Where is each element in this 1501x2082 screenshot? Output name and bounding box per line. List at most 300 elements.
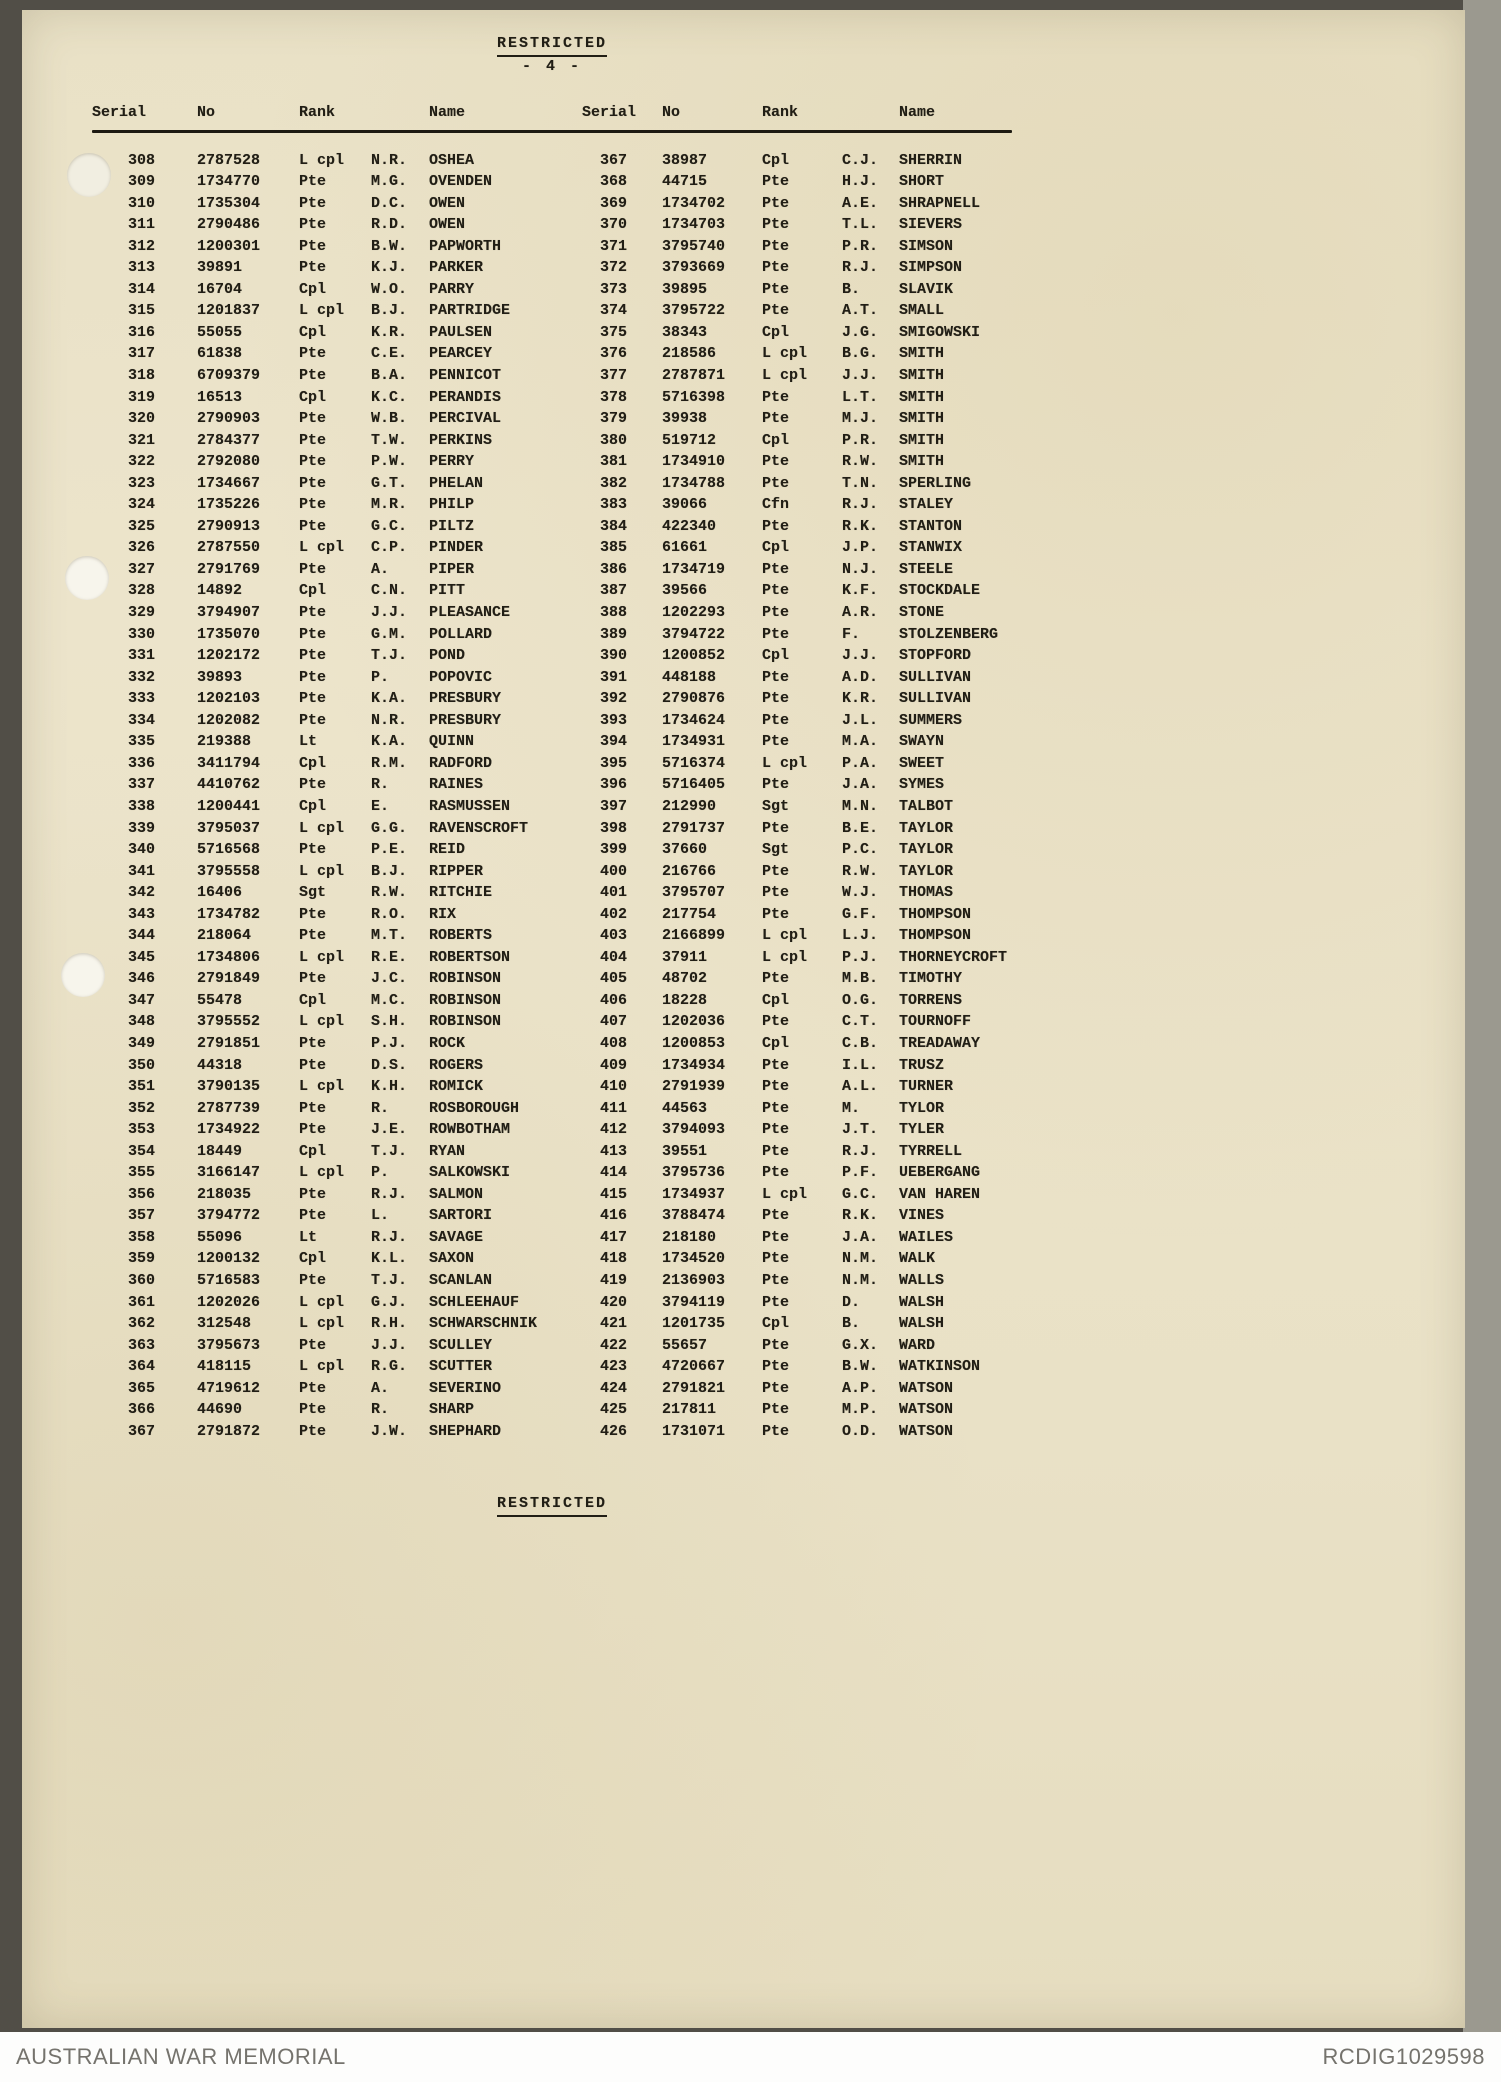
cell-rank: Pte — [762, 970, 790, 988]
cell-rank: Cpl — [762, 431, 790, 449]
cell-service-number: 16513 — [197, 388, 243, 406]
cell-surname: ROBERTSON — [429, 948, 511, 966]
cell-initials: M.R. — [371, 496, 408, 514]
classification-footer: RESTRICTED — [497, 1494, 607, 1517]
roster-row — [92, 602, 582, 624]
cell-rank: Pte — [299, 1121, 327, 1139]
cell-serial: 399 — [599, 841, 627, 859]
roster-row — [582, 343, 1012, 365]
cell-initials: A.E. — [842, 194, 879, 212]
cell-surname: PENNICOT — [429, 367, 502, 385]
cell-serial: 336 — [127, 754, 155, 772]
cell-service-number: 3794772 — [197, 1207, 261, 1225]
roster-row — [582, 150, 1012, 172]
cell-service-number: 1734624 — [662, 711, 726, 729]
cell-initials: E. — [371, 797, 390, 815]
cell-service-number: 1734934 — [662, 1056, 726, 1074]
cell-service-number: 3166147 — [197, 1164, 261, 1182]
cell-serial: 352 — [127, 1099, 155, 1117]
cell-serial: 333 — [127, 690, 155, 708]
cell-initials: J.W. — [371, 1422, 408, 1440]
cell-surname: SMITH — [899, 345, 945, 363]
cell-rank: Cpl — [299, 991, 327, 1009]
cell-surname: WALLS — [899, 1271, 945, 1289]
roster-row — [92, 537, 582, 559]
cell-service-number: 1201837 — [197, 302, 261, 320]
roster-row — [92, 731, 582, 753]
roster-row — [582, 257, 1012, 279]
roster-row — [92, 236, 582, 258]
cell-serial: 353 — [127, 1121, 155, 1139]
cell-initials: N.R. — [371, 711, 408, 729]
cell-rank: Pte — [762, 1293, 790, 1311]
cell-initials: A.P. — [842, 1379, 879, 1397]
cell-surname: PLEASANCE — [429, 604, 511, 622]
cell-initials: C.B. — [842, 1034, 879, 1052]
cell-service-number: 1734931 — [662, 733, 726, 751]
roster-row — [582, 1270, 1012, 1292]
cell-rank: Pte — [762, 1401, 790, 1419]
cell-serial: 327 — [127, 560, 155, 578]
roster-row — [582, 1399, 1012, 1421]
roster-row — [582, 1292, 1012, 1314]
cell-surname: SULLIVAN — [899, 690, 972, 708]
cell-surname: ROBINSON — [429, 991, 502, 1009]
roster-row — [92, 774, 582, 796]
cell-rank: Pte — [762, 1013, 790, 1031]
cell-rank: Pte — [762, 884, 790, 902]
cell-initials: B.E. — [842, 819, 879, 837]
cell-serial: 334 — [127, 711, 155, 729]
cell-rank: L cpl — [299, 1358, 345, 1376]
cell-service-number: 2792080 — [197, 453, 261, 471]
cell-initials: P.A. — [842, 754, 879, 772]
cell-surname: WAILES — [899, 1228, 954, 1246]
cell-rank: Pte — [299, 173, 327, 191]
roster-row — [92, 171, 582, 193]
roster-row — [582, 1011, 1012, 1033]
cell-surname: SCANLAN — [429, 1271, 493, 1289]
cell-serial: 423 — [599, 1358, 627, 1376]
cell-rank: Cpl — [762, 991, 790, 1009]
cell-initials: R.M. — [371, 754, 408, 772]
cell-surname: ROWBOTHAM — [429, 1121, 511, 1139]
cell-rank: Pte — [762, 560, 790, 578]
cell-surname: OWEN — [429, 216, 466, 234]
roster-row — [582, 473, 1012, 495]
cell-service-number: 6709379 — [197, 367, 261, 385]
cell-initials: P. — [371, 1164, 390, 1182]
header-name-left: Name — [429, 104, 466, 121]
cell-rank: L cpl — [762, 948, 808, 966]
cell-surname: PARRY — [429, 280, 475, 298]
roster-row — [92, 279, 582, 301]
roster-row — [92, 1335, 582, 1357]
cell-initials: A.T. — [842, 302, 879, 320]
cell-serial: 348 — [127, 1013, 155, 1031]
roster-row — [582, 516, 1012, 538]
roster-row — [92, 753, 582, 775]
cell-surname: QUINN — [429, 733, 475, 751]
cell-service-number: 5716568 — [197, 841, 261, 859]
roster-row — [582, 1141, 1012, 1163]
cell-rank: Cpl — [299, 582, 327, 600]
roster-row — [92, 300, 582, 322]
cell-service-number: 2790486 — [197, 216, 261, 234]
cell-surname: SHORT — [899, 173, 945, 191]
cell-rank: L cpl — [299, 1293, 345, 1311]
cell-initials: W.O. — [371, 280, 408, 298]
cell-rank: Pte — [299, 517, 327, 535]
cell-service-number: 218180 — [662, 1228, 717, 1246]
cell-initials: J.J. — [371, 1336, 408, 1354]
cell-service-number: 3795707 — [662, 884, 726, 902]
roster-row — [92, 1076, 582, 1098]
cell-serial: 426 — [599, 1422, 627, 1440]
archive-id: RCDIG1029598 — [1322, 2044, 1485, 2069]
cell-initials: N.R. — [371, 151, 408, 169]
cell-initials: D.S. — [371, 1056, 408, 1074]
cell-initials: J.C. — [371, 970, 408, 988]
cell-initials: K.H. — [371, 1078, 408, 1096]
roster-row — [582, 1098, 1012, 1120]
cell-service-number: 1734910 — [662, 453, 726, 471]
cell-service-number: 61661 — [662, 539, 708, 557]
roster-row — [582, 279, 1012, 301]
cell-serial: 345 — [127, 948, 155, 966]
roster-row — [92, 968, 582, 990]
cell-initials: K.A. — [371, 690, 408, 708]
cell-serial: 392 — [599, 690, 627, 708]
roster-row — [92, 150, 582, 172]
cell-initials: T.N. — [842, 474, 879, 492]
cell-initials: C.E. — [371, 345, 408, 363]
cell-surname: SMITH — [899, 431, 945, 449]
header-spacer — [842, 102, 899, 124]
cell-surname: PRESBURY — [429, 690, 502, 708]
cell-initials: B.J. — [371, 862, 408, 880]
cell-service-number: 2791821 — [662, 1379, 726, 1397]
cell-rank: Pte — [762, 1121, 790, 1139]
cell-service-number: 418115 — [197, 1358, 252, 1376]
cell-initials: J.L. — [842, 711, 879, 729]
cell-surname: SARTORI — [429, 1207, 493, 1225]
cell-serial: 424 — [599, 1379, 627, 1397]
cell-service-number: 3794093 — [662, 1121, 726, 1139]
cell-surname: SIMSON — [899, 237, 954, 255]
roster-row — [582, 624, 1012, 646]
cell-surname: ROBINSON — [429, 1013, 502, 1031]
cell-surname: SPERLING — [899, 474, 972, 492]
cell-rank: Pte — [762, 1379, 790, 1397]
roster-row — [92, 1313, 582, 1335]
cell-initials: T.W. — [371, 431, 408, 449]
cell-serial: 377 — [599, 367, 627, 385]
roster-row — [582, 731, 1012, 753]
cell-service-number: 2787871 — [662, 367, 726, 385]
cell-serial: 394 — [599, 733, 627, 751]
cell-surname: WALK — [899, 1250, 936, 1268]
cell-surname: SHEPHARD — [429, 1422, 502, 1440]
cell-serial: 375 — [599, 323, 627, 341]
cell-serial: 343 — [127, 905, 155, 923]
cell-surname: SMITH — [899, 367, 945, 385]
roster-row — [582, 904, 1012, 926]
cell-rank: Pte — [299, 1422, 327, 1440]
cell-initials: R.G. — [371, 1358, 408, 1376]
cell-service-number: 5716583 — [197, 1271, 261, 1289]
cell-serial: 378 — [599, 388, 627, 406]
roster-row — [92, 1399, 582, 1421]
cell-initials: G.C. — [371, 517, 408, 535]
cell-initials: H.J. — [842, 173, 879, 191]
cell-serial: 349 — [127, 1034, 155, 1052]
header-rank-left: Rank — [299, 104, 336, 121]
cell-surname: UEBERGANG — [899, 1164, 981, 1182]
cell-rank: Pte — [762, 625, 790, 643]
roster-row — [582, 365, 1012, 387]
cell-service-number: 1735070 — [197, 625, 261, 643]
header-spacer — [371, 102, 429, 124]
cell-rank: Pte — [762, 819, 790, 837]
cell-serial: 379 — [599, 410, 627, 428]
cell-serial: 398 — [599, 819, 627, 837]
cell-service-number: 3788474 — [662, 1207, 726, 1225]
cell-rank: Sgt — [762, 841, 790, 859]
cell-serial: 342 — [127, 884, 155, 902]
cell-serial: 396 — [599, 776, 627, 794]
cell-service-number: 1201735 — [662, 1315, 726, 1333]
cell-rank: Pte — [299, 496, 327, 514]
archive-source: AUSTRALIAN WAR MEMORIAL — [16, 2044, 346, 2069]
roster-row — [582, 882, 1012, 904]
cell-initials: R.K. — [842, 517, 879, 535]
cell-serial: 401 — [599, 884, 627, 902]
cell-serial: 314 — [127, 280, 155, 298]
cell-rank: Pte — [762, 237, 790, 255]
roster-row — [582, 322, 1012, 344]
cell-surname: PILTZ — [429, 517, 475, 535]
cell-initials: G.T. — [371, 474, 408, 492]
roster-row — [582, 1313, 1012, 1335]
cell-surname: SCUTTER — [429, 1358, 493, 1376]
cell-service-number: 2791851 — [197, 1034, 261, 1052]
cell-rank: Pte — [762, 302, 790, 320]
header-no-right: No — [662, 104, 681, 121]
cell-surname: POLLARD — [429, 625, 493, 643]
cell-service-number: 2784377 — [197, 431, 261, 449]
cell-service-number: 3793669 — [662, 259, 726, 277]
cell-service-number: 61838 — [197, 345, 243, 363]
cell-surname: PERCIVAL — [429, 410, 502, 428]
cell-rank: Cpl — [762, 539, 790, 557]
cell-rank: Cpl — [762, 323, 790, 341]
roster-row — [92, 516, 582, 538]
cell-service-number: 3795558 — [197, 862, 261, 880]
roster-left-column — [92, 150, 582, 1443]
cell-rank: Cpl — [762, 151, 790, 169]
cell-serial: 354 — [127, 1142, 155, 1160]
cell-serial: 359 — [127, 1250, 155, 1268]
cell-surname: PAULSEN — [429, 323, 493, 341]
cell-rank: Cpl — [299, 1142, 327, 1160]
cell-serial: 374 — [599, 302, 627, 320]
cell-surname: TORRENS — [899, 991, 963, 1009]
cell-rank: L cpl — [299, 1078, 345, 1096]
cell-surname: PERANDIS — [429, 388, 502, 406]
roster-row — [582, 1227, 1012, 1249]
roster-row — [582, 430, 1012, 452]
cell-service-number: 18449 — [197, 1142, 243, 1160]
cell-surname: TAYLOR — [899, 841, 954, 859]
cell-rank: Pte — [762, 668, 790, 686]
cell-rank: L cpl — [299, 302, 345, 320]
cell-serial: 386 — [599, 560, 627, 578]
cell-surname: ROBERTS — [429, 927, 493, 945]
cell-rank: Pte — [762, 259, 790, 277]
cell-initials: J.J. — [842, 367, 879, 385]
cell-serial: 373 — [599, 280, 627, 298]
cell-rank: Pte — [299, 345, 327, 363]
cell-service-number: 2791769 — [197, 560, 261, 578]
cell-serial: 357 — [127, 1207, 155, 1225]
cell-service-number: 212990 — [662, 797, 717, 815]
cell-serial: 370 — [599, 216, 627, 234]
cell-serial: 410 — [599, 1078, 627, 1096]
cell-initials: P. — [371, 668, 390, 686]
roster-row — [92, 322, 582, 344]
cell-initials: P.J. — [371, 1034, 408, 1052]
cell-service-number: 2166899 — [662, 927, 726, 945]
typed-content — [92, 10, 1012, 1517]
roster-row — [92, 882, 582, 904]
cell-rank: Pte — [299, 560, 327, 578]
cell-service-number: 3795740 — [662, 237, 726, 255]
cell-serial: 329 — [127, 604, 155, 622]
roster-row — [92, 408, 582, 430]
cell-serial: 341 — [127, 862, 155, 880]
cell-rank: Pte — [762, 1056, 790, 1074]
cell-rank: Pte — [299, 431, 327, 449]
cell-initials: N.M. — [842, 1271, 879, 1289]
cell-initials: P.F. — [842, 1164, 879, 1182]
cell-surname: TREADAWAY — [899, 1034, 981, 1052]
cell-surname: ROCK — [429, 1034, 466, 1052]
cell-surname: PEARCEY — [429, 345, 493, 363]
cell-serial: 369 — [599, 194, 627, 212]
cell-service-number: 219388 — [197, 733, 252, 751]
cell-serial: 367 — [599, 151, 627, 169]
cell-surname: STALEY — [899, 496, 954, 514]
roster-row — [92, 1141, 582, 1163]
cell-serial: 355 — [127, 1164, 155, 1182]
cell-serial: 330 — [127, 625, 155, 643]
cell-rank: Pte — [762, 216, 790, 234]
cell-rank: Pte — [299, 604, 327, 622]
cell-service-number: 1734770 — [197, 173, 261, 191]
cell-rank: Cpl — [299, 323, 327, 341]
cell-surname: RADFORD — [429, 754, 493, 772]
cell-service-number: 2791737 — [662, 819, 726, 837]
cell-serial: 360 — [127, 1271, 155, 1289]
cell-rank: Pte — [762, 1164, 790, 1182]
cell-service-number: 1734806 — [197, 948, 261, 966]
cell-initials: R.K. — [842, 1207, 879, 1225]
cell-rank: Pte — [762, 1250, 790, 1268]
cell-initials: P.J. — [842, 948, 879, 966]
roster-row — [92, 645, 582, 667]
cell-rank: Pte — [299, 1336, 327, 1354]
cell-surname: STOCKDALE — [899, 582, 981, 600]
cell-surname: SMALL — [899, 302, 945, 320]
cell-initials: R.O. — [371, 905, 408, 923]
roster-row — [582, 387, 1012, 409]
roster-row — [582, 1184, 1012, 1206]
cell-service-number: 2136903 — [662, 1271, 726, 1289]
cell-service-number: 55096 — [197, 1228, 243, 1246]
cell-rank: Lt — [299, 1228, 318, 1246]
cell-rank: Pte — [299, 690, 327, 708]
cell-surname: SIMPSON — [899, 259, 963, 277]
cell-service-number: 44690 — [197, 1401, 243, 1419]
cell-rank: Pte — [762, 474, 790, 492]
cell-surname: WARD — [899, 1336, 936, 1354]
cell-initials: K.R. — [842, 690, 879, 708]
cell-initials: J.E. — [371, 1121, 408, 1139]
cell-service-number: 448188 — [662, 668, 717, 686]
cell-surname: PITT — [429, 582, 466, 600]
cell-surname: RIPPER — [429, 862, 484, 880]
cell-serial: 415 — [599, 1185, 627, 1203]
cell-serial: 407 — [599, 1013, 627, 1031]
cell-service-number: 3795736 — [662, 1164, 726, 1182]
cell-service-number: 44318 — [197, 1056, 243, 1074]
cell-service-number: 3794907 — [197, 604, 261, 622]
cell-rank: Pte — [762, 1078, 790, 1096]
cell-initials: N.J. — [842, 560, 879, 578]
roster-row — [92, 710, 582, 732]
cell-initials: K.C. — [371, 388, 408, 406]
cell-serial: 387 — [599, 582, 627, 600]
cell-rank: Cpl — [762, 647, 790, 665]
roster-row — [92, 688, 582, 710]
cell-serial: 321 — [127, 431, 155, 449]
cell-rank: Cpl — [299, 1250, 327, 1268]
cell-initials: G.C. — [842, 1185, 879, 1203]
cell-service-number: 218586 — [662, 345, 717, 363]
cell-service-number: 37660 — [662, 841, 708, 859]
cell-initials: T.J. — [371, 1271, 408, 1289]
header-name-right: Name — [899, 104, 936, 121]
cell-service-number: 519712 — [662, 431, 717, 449]
cell-surname: STEELE — [899, 560, 954, 578]
cell-surname: SMITH — [899, 410, 945, 428]
cell-service-number: 55478 — [197, 991, 243, 1009]
cell-serial: 337 — [127, 776, 155, 794]
cell-service-number: 3794722 — [662, 625, 726, 643]
cell-surname: SULLIVAN — [899, 668, 972, 686]
cell-initials: L.J. — [842, 927, 879, 945]
roster-row — [582, 1248, 1012, 1270]
cell-initials: R. — [371, 1099, 390, 1117]
cell-serial: 368 — [599, 173, 627, 191]
table-header-row — [92, 102, 1012, 124]
cell-initials: J.P. — [842, 539, 879, 557]
cell-serial: 358 — [127, 1228, 155, 1246]
cell-initials: J.J. — [371, 604, 408, 622]
cell-serial: 317 — [127, 345, 155, 363]
cell-surname: SAXON — [429, 1250, 475, 1268]
